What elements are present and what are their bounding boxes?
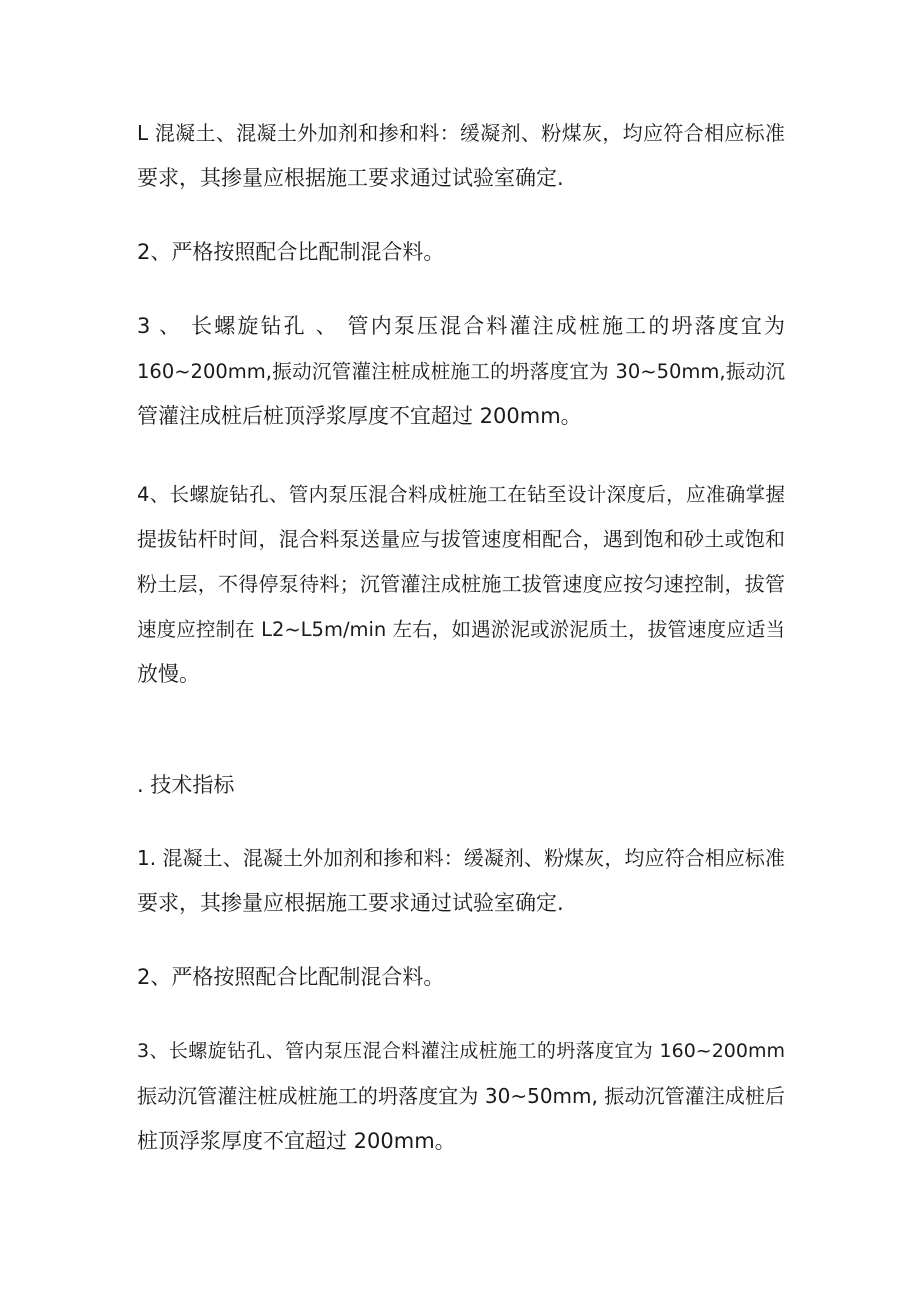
paragraph-line: 粉土层，不得停泵待料；沉管灌注成桩施工拔管速度应按匀速控制，拔管: [137, 572, 785, 596]
paragraph-6: [137, 955, 785, 1000]
paragraph-line: 振动沉管灌注桩成桩施工的坍落度宜为 30~50mm, 振动沉管灌注成桩后: [137, 1084, 785, 1108]
paragraph-5: [137, 836, 785, 926]
paragraph-2: [137, 230, 785, 275]
paragraph-4: [137, 472, 785, 697]
paragraph-line: 3 、 长螺旋钻孔 、 管内泵压混合料灌注成桩施工的坍落度宜为: [137, 314, 785, 338]
paragraph-line: 2、严格按照配合比配制混合料。: [137, 965, 445, 989]
paragraph-line: 要求，其掺量应根据施工要求通过试验室确定.: [137, 891, 564, 915]
paragraph-3: [137, 304, 785, 439]
paragraph-1: [137, 111, 785, 201]
paragraph-7: [137, 1029, 785, 1164]
paragraph-line: 速度应控制在 L2~L5m∕min 左右，如遇淤泥或淤泥质土，拔管速度应适当: [137, 618, 785, 641]
paragraph-line: 提拔钻杆时间，混合料泵送量应与拔管速度相配合，遇到饱和砂土或饱和: [137, 527, 785, 551]
section-heading: [137, 763, 785, 808]
paragraph-line: 桩顶浮浆厚度不宜超过 200mm。: [137, 1129, 456, 1153]
heading-text: . 技术指标: [137, 773, 235, 797]
paragraph-line: 放慢。: [137, 662, 200, 686]
paragraph-line: 1. 混凝土、混凝土外加剂和掺和料：缓凝剂、粉煤灰，均应符合相应标准: [137, 846, 785, 870]
paragraph-line: 4、长螺旋钻孔、管内泵压混合料成桩施工在钻至设计深度后，应准确掌握: [137, 483, 785, 506]
paragraph-line: L 混凝土、混凝土外加剂和掺和料：缓凝剂、粉煤灰，均应符合相应标准: [137, 121, 785, 145]
paragraph-line: 3、长螺旋钻孔、管内泵压混合料灌注成桩施工的坍落度宜为 160~200mm: [137, 1040, 785, 1062]
paragraph-line: 要求，其掺量应根据施工要求通过试验室确定.: [137, 166, 564, 190]
paragraph-line: 2、严格按照配合比配制混合料。: [137, 240, 445, 264]
paragraph-line: 管灌注成桩后桩顶浮浆厚度不宜超过 200mm。: [137, 404, 582, 428]
paragraph-line: 160~200mm,振动沉管灌注桩成桩施工的坍落度宜为 30~50mm,振动沉: [137, 360, 785, 383]
